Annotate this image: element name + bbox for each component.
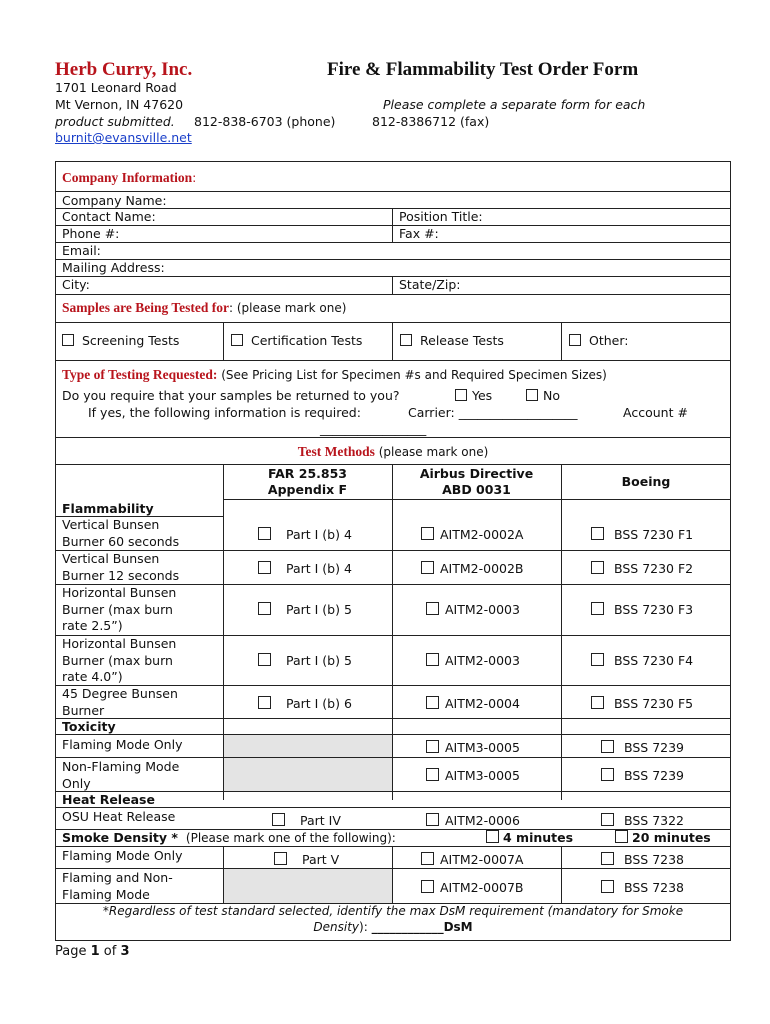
certification-tests-option[interactable]: Certification Tests (231, 333, 362, 348)
checkbox[interactable] (591, 602, 604, 615)
company-info-heading: Company Information: (62, 170, 197, 185)
checkbox[interactable] (486, 830, 499, 843)
samples-heading: Samples are Being Tested for: (please mark one) (62, 300, 347, 315)
if-yes-text: If yes, the following information is required: (88, 405, 361, 420)
flam-row-3-boeing[interactable]: BSS 7230 F3 (591, 602, 693, 617)
fax-label: Fax #: (399, 226, 439, 241)
flam-row-1-far[interactable]: Part I (b) 4 (258, 527, 352, 542)
footnote-line-1: *Regardless of test standard selected, identify the max DsM requirement (mandatory for Smoke (102, 904, 684, 918)
heat-row-label: OSU Heat Release (62, 809, 176, 824)
smoke-row-2-abd[interactable]: AITM2-0007B (421, 880, 524, 895)
flam-row-2-abd[interactable]: AITM2-0002B (421, 561, 524, 576)
flam-row-2-far[interactable]: Part I (b) 4 (258, 561, 352, 576)
state-zip-label: State/Zip: (399, 277, 461, 292)
checkbox[interactable] (426, 696, 439, 709)
carrier-field[interactable]: Carrier: ___________________ (408, 405, 578, 420)
checkbox[interactable] (426, 653, 439, 666)
smoke-row-1-abd[interactable]: AITM2-0007A (421, 852, 523, 867)
checkbox[interactable] (601, 852, 614, 865)
shaded-cell (224, 869, 392, 903)
return-yes-option[interactable]: Yes (455, 388, 492, 403)
heat-row-boeing[interactable]: BSS 7322 (601, 813, 684, 828)
return-no-option[interactable]: No (526, 388, 560, 403)
note-line-a: Please complete a separate form for each (383, 97, 646, 112)
flam-row-3-far[interactable]: Part I (b) 5 (258, 602, 352, 617)
checkbox[interactable] (272, 813, 285, 826)
checkbox[interactable] (258, 696, 271, 709)
smoke-row-1-label: Flaming Mode Only (62, 848, 183, 863)
tox-row-1-boeing[interactable]: BSS 7239 (601, 740, 684, 755)
flam-row-3-abd[interactable]: AITM2-0003 (426, 602, 520, 617)
smoke-density-heading: Smoke Density * (Please mark one of the following): (62, 830, 396, 845)
testing-type-heading: Type of Testing Requested: (See Pricing List for Specimen #s and Required Specimen Sizes) (62, 367, 607, 382)
other-checkbox[interactable] (569, 334, 581, 346)
checkbox[interactable] (601, 880, 614, 893)
flam-row-5-abd[interactable]: AITM2-0004 (426, 696, 520, 711)
address-line-2: Mt Vernon, IN 47620 (55, 97, 184, 112)
heat-release-heading: Heat Release (62, 792, 155, 807)
yes-checkbox[interactable] (455, 389, 467, 401)
checkbox[interactable] (601, 740, 614, 753)
flam-row-2-label: Vertical Bunsen Burner 12 seconds (62, 551, 180, 583)
flam-row-3-label: Horizontal Bunsen Burner (max burn rate 2.5”) (62, 585, 177, 633)
note-line-b: product submitted. (55, 114, 175, 129)
screening-checkbox[interactable] (62, 334, 74, 346)
tox-row-1-label: Flaming Mode Only (62, 737, 183, 752)
heat-row-abd[interactable]: AITM2-0006 (426, 813, 520, 828)
flam-row-1-label: Vertical Bunsen Burner 60 seconds (62, 517, 180, 549)
account-label: Account # (623, 405, 688, 420)
toxicity-heading: Toxicity (62, 719, 116, 734)
no-checkbox[interactable] (526, 389, 538, 401)
airbus-column-header: Airbus Directive ABD 0031 (419, 466, 534, 497)
checkbox[interactable] (615, 830, 628, 843)
smoke-4-minutes-option[interactable]: 4 minutes (486, 830, 573, 845)
flammability-heading: Flammability (62, 501, 154, 516)
flam-row-1-boeing[interactable]: BSS 7230 F1 (591, 527, 693, 542)
checkbox[interactable] (421, 561, 434, 574)
checkbox[interactable] (601, 768, 614, 781)
checkbox[interactable] (426, 768, 439, 781)
flam-row-5-boeing[interactable]: BSS 7230 F5 (591, 696, 693, 711)
checkbox[interactable] (258, 602, 271, 615)
smoke-row-2-boeing[interactable]: BSS 7238 (601, 880, 684, 895)
fax-number: 812-8386712 (fax) (372, 114, 490, 129)
flam-row-1-abd[interactable]: AITM2-0002A (421, 527, 523, 542)
city-label: City: (62, 277, 90, 292)
boeing-column-header: Boeing (621, 474, 671, 489)
checkbox[interactable] (591, 561, 604, 574)
smoke-row-1-far[interactable]: Part V (274, 852, 339, 867)
flam-row-5-label: 45 Degree Bunsen Burner (62, 686, 178, 718)
checkbox[interactable] (274, 852, 287, 865)
checkbox[interactable] (421, 852, 434, 865)
email-link[interactable]: burnit@evansville.net (55, 130, 192, 145)
contact-name-label: Contact Name: (62, 209, 156, 224)
checkbox[interactable] (421, 880, 434, 893)
footnote-line-2: Density): ____________DsM (313, 920, 473, 934)
position-title-label: Position Title: (399, 209, 483, 224)
tox-row-1-abd[interactable]: AITM3-0005 (426, 740, 520, 755)
checkbox[interactable] (591, 653, 604, 666)
far-column-header: FAR 25.853 Appendix F (267, 466, 348, 497)
checkbox[interactable] (591, 696, 604, 709)
release-tests-option[interactable]: Release Tests (400, 333, 504, 348)
smoke-row-1-boeing[interactable]: BSS 7238 (601, 852, 684, 867)
company-name: Herb Curry, Inc. (55, 59, 193, 80)
flam-row-5-far[interactable]: Part I (b) 6 (258, 696, 352, 711)
heat-row-far[interactable]: Part IV (272, 813, 341, 828)
certification-checkbox[interactable] (231, 334, 243, 346)
tox-row-2-abd[interactable]: AITM3-0005 (426, 768, 520, 783)
address-line-1: 1701 Leonard Road (55, 80, 177, 95)
release-checkbox[interactable] (400, 334, 412, 346)
mailing-address-label: Mailing Address: (62, 260, 165, 275)
test-methods-heading: Test Methods (please mark one) (297, 444, 489, 459)
checkbox[interactable] (426, 740, 439, 753)
tox-row-2-label: Non-Flaming Mode Only (62, 759, 180, 791)
form-title: Fire & Flammability Test Order Form (327, 59, 639, 80)
checkbox[interactable] (258, 653, 271, 666)
phone-number: 812-838-6703 (phone) (194, 114, 336, 129)
flam-row-4-label: Horizontal Bunsen Burner (max burn rate 4.0”) (62, 636, 177, 684)
checkbox[interactable] (258, 527, 271, 540)
smoke-row-2-label: Flaming and Non- Flaming Mode (62, 870, 173, 902)
checkbox[interactable] (426, 602, 439, 615)
return-question: Do you require that your samples be returned to you? (62, 388, 400, 403)
flam-row-4-abd[interactable]: AITM2-0003 (426, 653, 520, 668)
checkbox[interactable] (258, 561, 271, 574)
flam-row-2-boeing[interactable]: BSS 7230 F2 (591, 561, 693, 576)
shaded-cell (224, 735, 392, 791)
account-field[interactable]: _________________ (320, 421, 427, 436)
checkbox[interactable] (601, 813, 614, 826)
company-name-label: Company Name: (62, 193, 167, 208)
checkbox[interactable] (591, 527, 604, 540)
checkbox[interactable] (421, 527, 434, 540)
email-label: Email: (62, 243, 101, 258)
checkbox[interactable] (426, 813, 439, 826)
tox-row-2-boeing[interactable]: BSS 7239 (601, 768, 684, 783)
page-number: Page 1 of 3 (55, 944, 130, 959)
phone-label: Phone #: (62, 226, 120, 241)
screening-tests-option[interactable]: Screening Tests (62, 333, 179, 348)
flam-row-4-far[interactable]: Part I (b) 5 (258, 653, 352, 668)
smoke-20-minutes-option[interactable]: 20 minutes (615, 830, 711, 845)
flam-row-4-boeing[interactable]: BSS 7230 F4 (591, 653, 693, 668)
other-option[interactable]: Other: (569, 333, 628, 348)
